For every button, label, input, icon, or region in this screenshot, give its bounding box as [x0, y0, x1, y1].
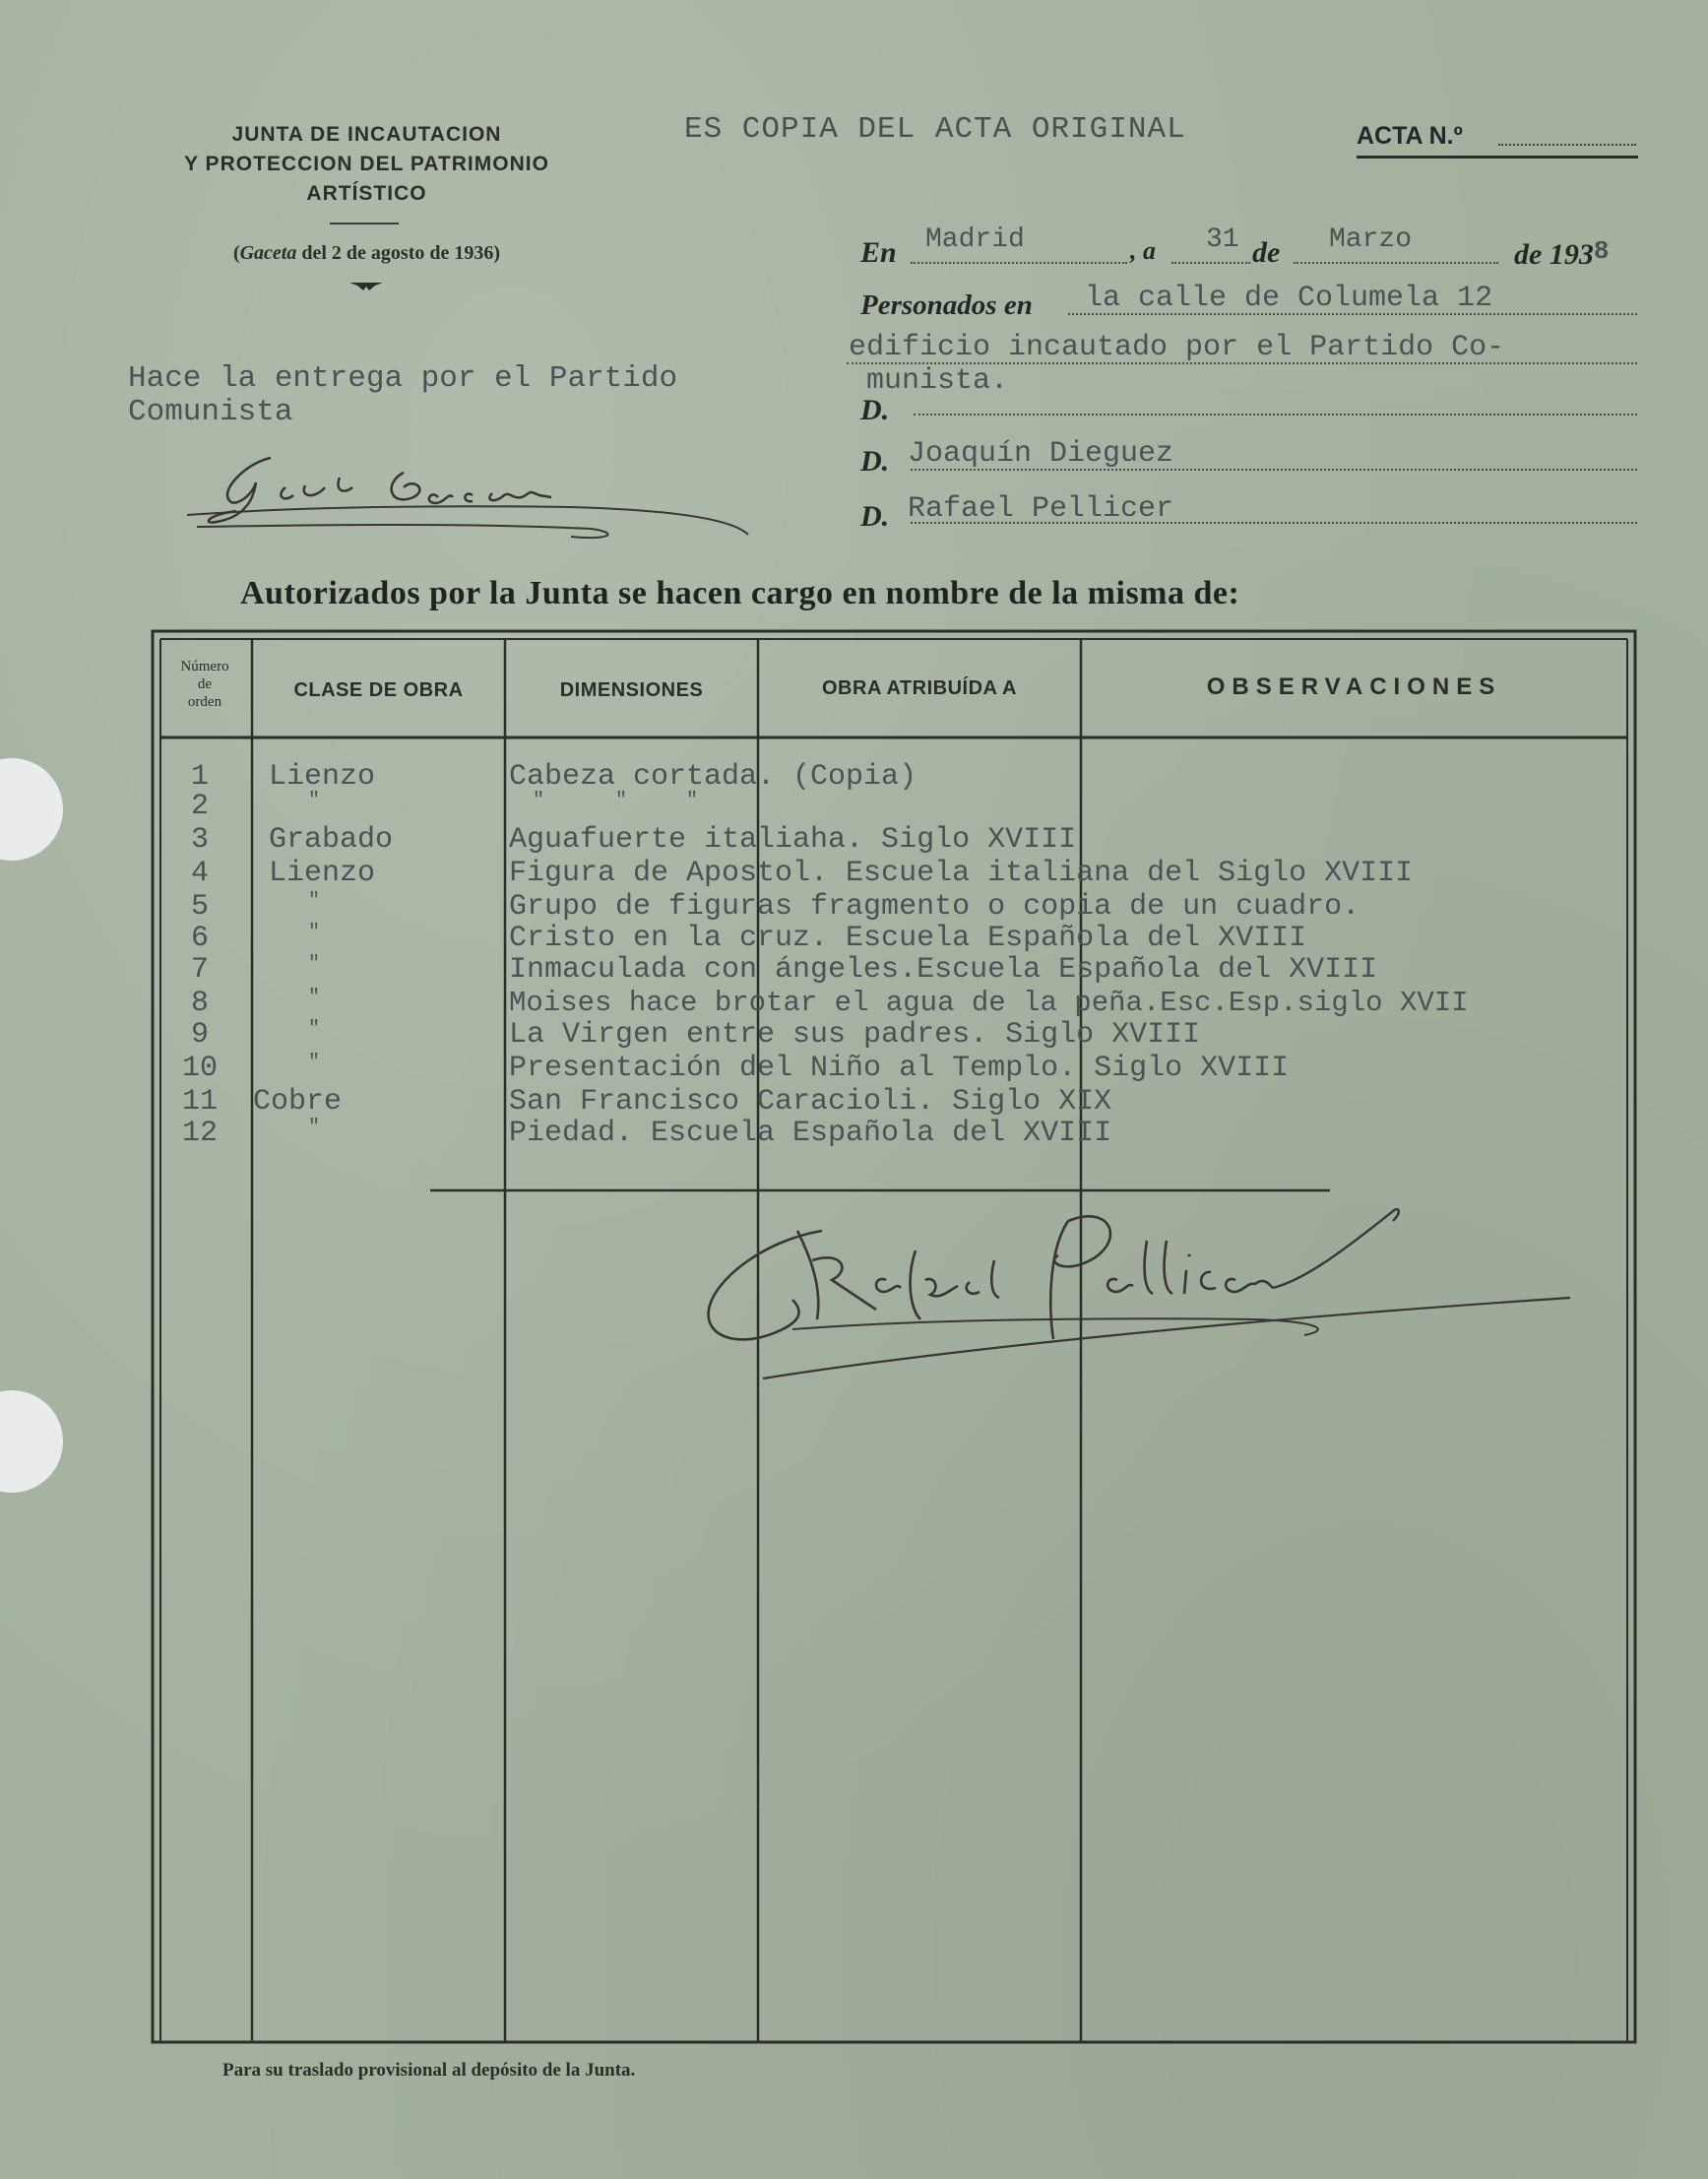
- table-row: [151, 890, 1637, 924]
- row-description: Cabeza cortada. (Copia): [509, 760, 917, 794]
- personados-label: Personados en: [860, 289, 1033, 321]
- header-obra-atribuida: OBRA ATRIBUÍDA A: [822, 677, 1017, 699]
- year-prefix: de 193: [1514, 238, 1594, 271]
- table-row: [151, 987, 1637, 1020]
- row-clase: ": [308, 890, 321, 913]
- gaceta-reference: [128, 242, 605, 265]
- year-digit: 8: [1593, 236, 1610, 266]
- en-label: En: [860, 236, 897, 269]
- a-label: , a: [1130, 236, 1156, 265]
- header-numero-orden: [160, 658, 249, 711]
- num-header-line-3: orden: [187, 694, 222, 710]
- table-row: [151, 857, 1637, 890]
- copy-stamp: ES COPIA DEL ACTA ORIGINAL: [684, 112, 1186, 147]
- signature-baena: [177, 438, 768, 556]
- row-number: 2: [190, 790, 209, 823]
- table-rows: [151, 760, 1637, 1174]
- year-label: [1514, 236, 1609, 272]
- header-divider: [330, 223, 399, 224]
- place-line-1: la calle de Columela 12: [1085, 282, 1493, 315]
- person-1: Joaquín Dieguez: [908, 437, 1174, 471]
- day-dotline: [1171, 262, 1250, 264]
- table-row: [151, 823, 1637, 857]
- organization-header: [128, 120, 605, 209]
- table-row: [151, 760, 1637, 794]
- row-description: La Virgen entre sus padres. Siglo XVIII: [509, 1018, 1201, 1052]
- month-value: Marzo: [1329, 224, 1413, 255]
- gaceta-date: del 2 de agosto de 1936): [296, 242, 501, 264]
- header-clase-de-obra: CLASE DE OBRA: [293, 679, 464, 701]
- acta-underline: [1357, 156, 1638, 159]
- org-line-1: JUNTA DE INCAUTACION: [231, 123, 502, 146]
- person-2: Rafael Pellicer: [908, 492, 1174, 526]
- org-line-2: Y PROTECCION DEL PATRIMONIO: [184, 153, 549, 175]
- de-label-1: de: [1252, 236, 1281, 269]
- day-value: 31: [1206, 224, 1239, 255]
- header-dimensiones: DIMENSIONES: [559, 679, 704, 701]
- authorization-heading: Autorizados por la Junta se hacen cargo en nombre de la misma de:: [240, 575, 1240, 611]
- gaceta-word: Gaceta: [239, 242, 297, 264]
- row-clase: ": [308, 987, 321, 1009]
- row-number: 9: [190, 1018, 209, 1052]
- footer-note: Para su traslado provisional al depósito de la Junta.: [222, 2060, 636, 2081]
- city-value: Madrid: [925, 224, 1025, 255]
- table-row: [151, 1018, 1637, 1052]
- num-header-line-2: de: [197, 676, 213, 692]
- row-description: Piedad. Escuela Española del XVIII: [509, 1117, 1112, 1150]
- place-line-2: edificio incautado por el Partido Co-: [849, 331, 1505, 364]
- row-clase: ": [308, 922, 321, 944]
- row-description: Presentación del Niño al Templo. Siglo XVIII: [509, 1052, 1290, 1085]
- row-description: Aguafuerte italiaha. Siglo XVIII: [509, 823, 1077, 857]
- row-description: San Francisco Caracioli. Siglo XIX: [509, 1085, 1112, 1119]
- org-line-3: ARTÍSTICO: [306, 182, 427, 205]
- delivery-note: [128, 362, 758, 429]
- delivery-line-1: Hace la entrega por el Partido: [128, 361, 678, 396]
- row-clase: ": [308, 790, 321, 812]
- row-number: 4: [190, 857, 209, 890]
- table-row: [151, 1117, 1637, 1150]
- signature-pellicer: [704, 1191, 1590, 1388]
- gaceta-open-paren: (: [232, 242, 240, 264]
- row-clase: ": [308, 1018, 321, 1041]
- binder-hole-top: [0, 758, 63, 861]
- city-dotline: [911, 262, 1127, 264]
- row-number: 7: [190, 953, 209, 987]
- row-number: 6: [190, 922, 209, 955]
- row-description: Grupo de figuras fragmento o copia de un cuadro.: [509, 890, 1360, 924]
- row-clase: Grabado: [269, 823, 394, 857]
- place-line-3: munista.: [866, 364, 1009, 398]
- row-description: Moises hace brotar el agua de la peña.Esc.Esp.siglo XVII: [509, 987, 1469, 1019]
- row-number: 1: [190, 760, 209, 794]
- row-description: Cristo en la cruz. Escuela Española del XVIII: [509, 922, 1307, 955]
- row-clase: ": [308, 953, 321, 976]
- row-number: 11: [181, 1085, 218, 1119]
- num-header-line-1: Número: [180, 659, 229, 674]
- row-number: 5: [190, 890, 209, 924]
- delivery-line-2: Comunista: [128, 395, 293, 429]
- table-row: [151, 1085, 1637, 1119]
- binder-hole-bottom: [0, 1390, 63, 1493]
- month-dotline: [1294, 262, 1498, 264]
- row-clase: Lienzo: [269, 857, 376, 890]
- ornament-icon: [349, 282, 383, 291]
- row-description: Inmaculada con ángeles.Escuela Española del XVIII: [509, 953, 1378, 987]
- table-row: [151, 790, 1637, 823]
- d-dotline-1: [914, 414, 1637, 416]
- table-row: [151, 1052, 1637, 1085]
- row-description: " " ": [509, 790, 699, 812]
- row-number: 8: [190, 987, 209, 1020]
- table-row: [151, 953, 1637, 987]
- header-observaciones: OBSERVACIONES: [1206, 673, 1502, 700]
- row-clase: ": [308, 1117, 321, 1139]
- row-number: 12: [181, 1117, 218, 1150]
- row-number: 10: [181, 1052, 218, 1085]
- row-clase: Lienzo: [269, 760, 376, 794]
- d-label-3: D.: [860, 500, 890, 533]
- acta-number-field: [1498, 144, 1636, 146]
- row-clase: ": [308, 1052, 321, 1074]
- d-label-2: D.: [860, 445, 890, 478]
- row-clase: Cobre: [253, 1085, 343, 1119]
- acta-number-label: ACTA N.º: [1357, 122, 1463, 150]
- d-label-1: D.: [860, 394, 890, 426]
- row-number: 3: [190, 823, 209, 857]
- table-row: [151, 922, 1637, 955]
- row-description: Figura de Apostol. Escuela italiana del Siglo XVIII: [509, 857, 1414, 890]
